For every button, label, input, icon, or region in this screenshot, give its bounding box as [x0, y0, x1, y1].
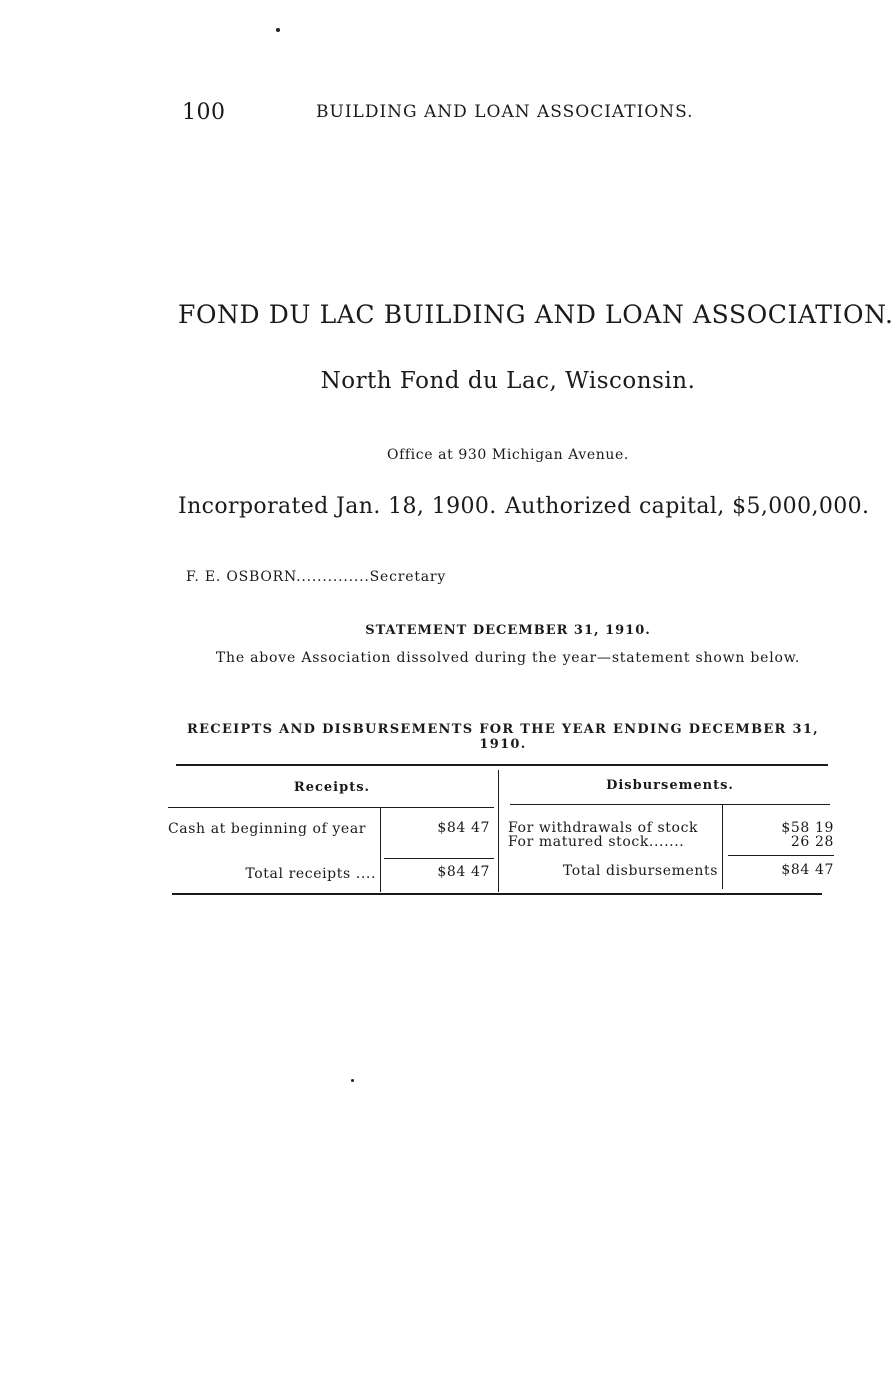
- table-bottom-rule: [172, 893, 822, 895]
- center-divider: [498, 770, 499, 892]
- dissolution-note: The above Association dissolved during the year—statement shown below.: [215, 650, 801, 666]
- total-disbursements-value: $84 47: [781, 862, 834, 878]
- association-title: FOND DU LAC BUILDING AND LOAN ASSOCIATION.: [178, 300, 894, 329]
- receipts-header-rule: [168, 807, 494, 808]
- withdrawals-label: For withdrawals of stock: [508, 820, 699, 836]
- withdrawals-value: $58 19: [781, 820, 834, 836]
- association-location: North Fond du Lac, Wisconsin.: [320, 368, 696, 394]
- receipts-total-rule: [384, 858, 494, 859]
- print-speck: [351, 1079, 354, 1082]
- receipts-amount-divider: [380, 808, 381, 892]
- table-top-rule: [176, 764, 828, 766]
- incorporation-date: Incorporated Jan. 18, 1900.: [178, 494, 497, 519]
- cash-beginning-value: $84 47: [437, 820, 490, 836]
- page-number: 100: [182, 100, 226, 125]
- disbursements-header: Disbursements.: [606, 778, 734, 793]
- print-speck: [276, 28, 280, 32]
- receipts-disbursements-title: RECEIPTS AND DISBURSEMENTS FOR THE YEAR ENDING DECEMBER 31, 1910.: [186, 722, 820, 752]
- statement-heading: STATEMENT DECEMBER 31, 1910.: [365, 623, 651, 638]
- disbursements-header-rule: [510, 804, 830, 805]
- matured-stock-label: For matured stock.......: [508, 834, 685, 850]
- total-disbursements-label: Total disbursements: [562, 863, 718, 879]
- disbursements-total-rule: [728, 855, 834, 856]
- total-receipts-label: Total receipts ....: [245, 866, 376, 882]
- officer-secretary: F. E. OSBORN..............Secretary: [186, 569, 447, 585]
- authorized-capital: Authorized capital, $5,000,000.: [505, 494, 870, 519]
- running-head: BUILDING AND LOAN ASSOCIATIONS.: [316, 102, 694, 122]
- cash-beginning-label: Cash at beginning of year: [168, 821, 367, 837]
- office-address: Office at 930 Michigan Avenue.: [387, 447, 629, 463]
- receipts-header: Receipts.: [293, 780, 371, 795]
- matured-stock-value: 26 28: [790, 834, 834, 850]
- total-receipts-value: $84 47: [437, 864, 490, 880]
- disbursements-amount-divider: [722, 805, 723, 889]
